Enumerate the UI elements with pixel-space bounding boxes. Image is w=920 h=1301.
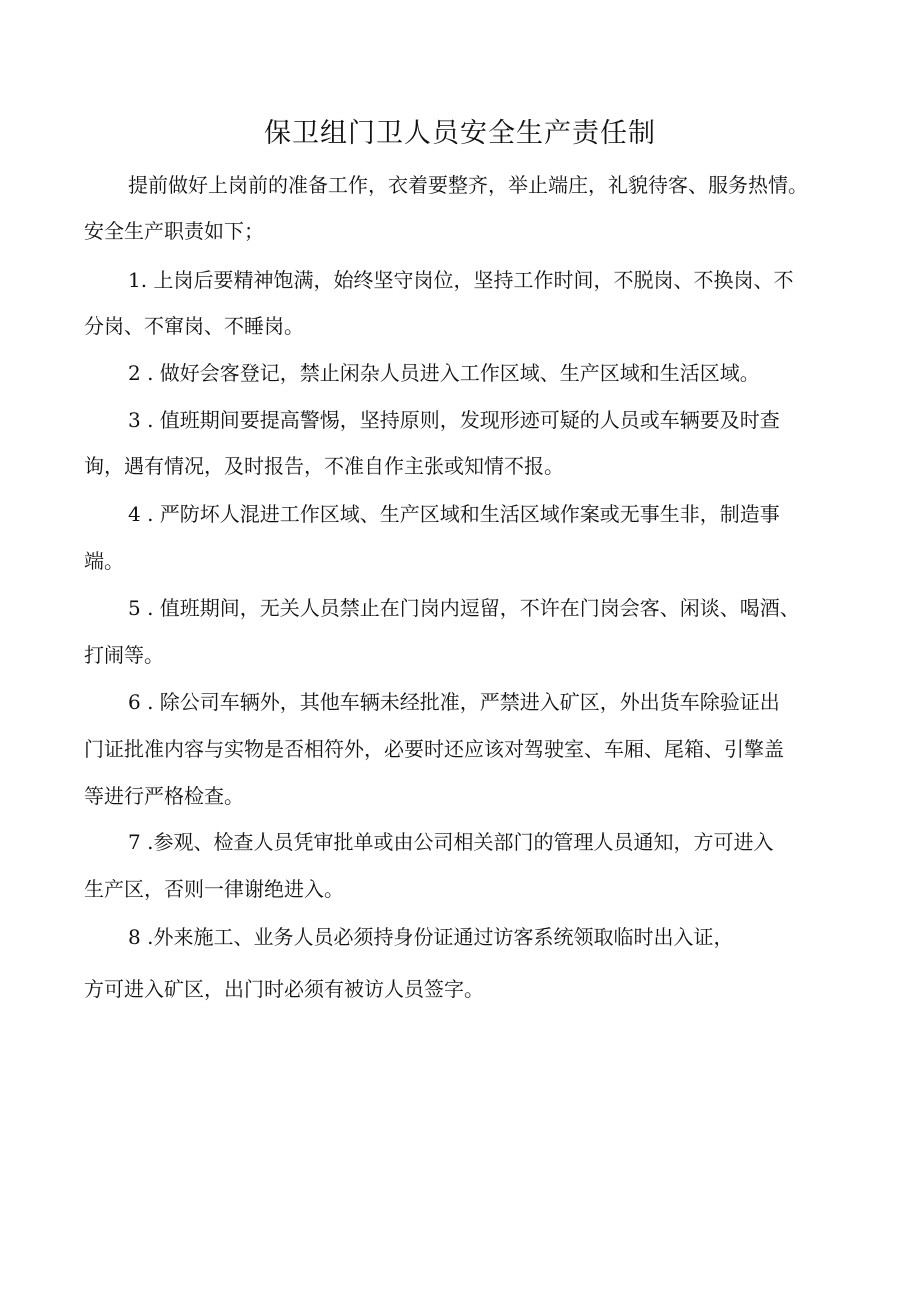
item-6-line-2: 门证批准内容与实物是否相符外，必要时还应该对驾驶室、车厢、尾箱、引擎盖 <box>84 737 784 761</box>
item-5-line-2: 打闹等。 <box>84 643 164 667</box>
intro-line-2: 安全生产职责如下； <box>84 219 264 243</box>
item-5-line-1: 5 . 值班期间，无关人员禁止在门岗内逗留，不许在门岗会客、闲谈、喝酒、 <box>128 596 800 620</box>
item-3-line-1: 3 . 值班期间要提高警惕，坚持原则，发现形迹可疑的人员或车辆要及时查 <box>128 408 780 432</box>
item-4-line-1: 4 . 严防坏人混进工作区域、生产区域和生活区域作案或无事生非，制造事 <box>128 502 780 526</box>
item-1-line-1: 1. 上岗后要精神饱满，始终坚守岗位，坚持工作时间，不脱岗、不换岗、不 <box>128 268 794 292</box>
item-3-line-2: 询，遇有情况，及时报告，不准自作主张或知情不报。 <box>84 454 564 478</box>
item-6-line-3: 等进行严格检查。 <box>84 784 244 808</box>
item-4-line-2: 端。 <box>84 549 124 573</box>
item-7-line-1: 7 .参观、检查人员凭审批单或由公司相关部门的管理人员通知，方可进入 <box>128 830 774 854</box>
item-8-line-2: 方可进入矿区，出门时必须有被访人员签字。 <box>84 977 484 1001</box>
item-8-line-1: 8 .外来施工、业务人员必须持身份证通过访客系统领取临时出入证， <box>128 925 734 949</box>
intro-line-1: 提前做好上岗前的准备工作，衣着要整齐，举止端庄，礼貌待客、服务热情。 <box>128 173 808 197</box>
item-1-line-2: 分岗、不窜岗、不睡岗。 <box>84 314 304 338</box>
item-6-line-1: 6 . 除公司车辆外，其他车辆未经批准，严禁进入矿区，外出货车除验证出 <box>128 690 780 714</box>
item-2-line-1: 2 . 做好会客登记，禁止闲杂人员进入工作区域、生产区域和生活区域。 <box>128 361 760 385</box>
item-7-line-2: 生产区，否则一律谢绝进入。 <box>84 877 344 901</box>
document-title: 保卫组门卫人员安全生产责任制 <box>264 118 656 149</box>
